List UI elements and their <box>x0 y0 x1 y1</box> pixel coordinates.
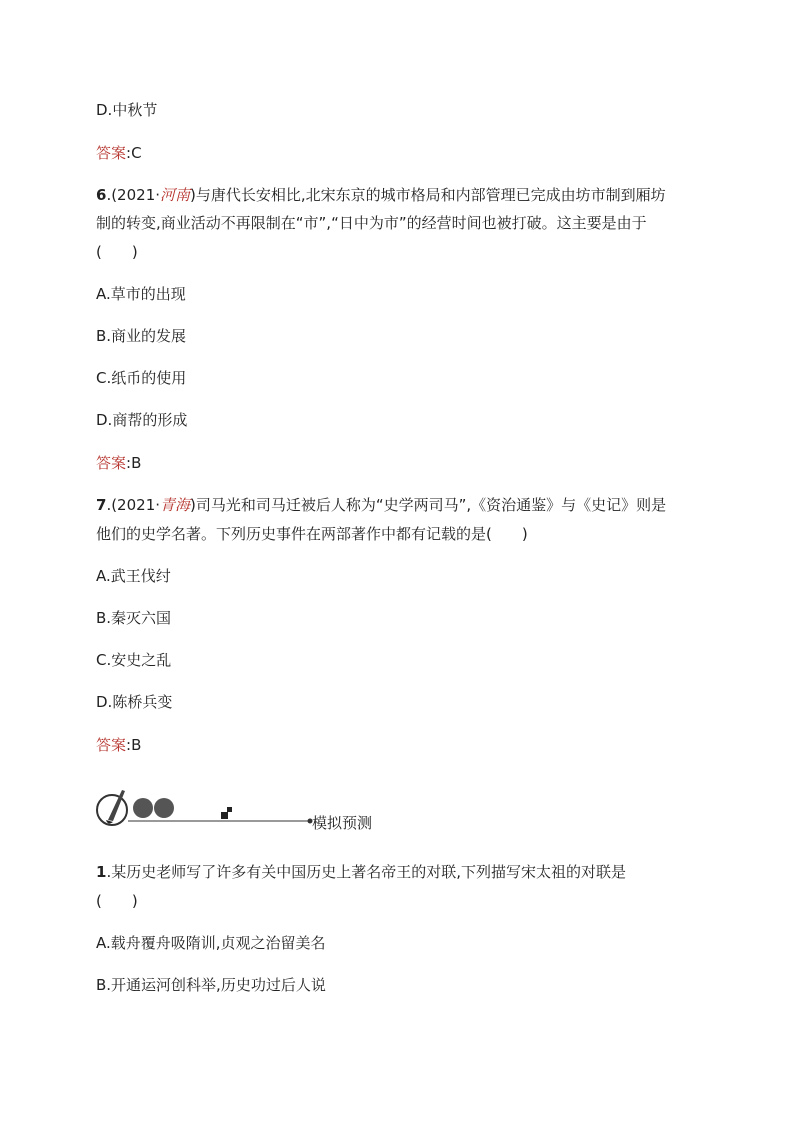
q6-region: 河南 <box>160 186 191 204</box>
q7-stem-line-1: )司马光和司马迁被后人称为“史学两司马”,《资治通鉴》与《史记》则是 <box>190 496 667 514</box>
q6-number: 6 <box>96 186 107 204</box>
q6-option-d: D.商帮的形成 <box>96 411 188 429</box>
answer-label: 答案 <box>96 144 127 162</box>
answer-value: :B <box>126 736 142 754</box>
answer-label: 答案 <box>96 454 127 472</box>
m1-option-b: B.开通运河创科举,历史功过后人说 <box>96 976 326 994</box>
m1-line-1 <box>96 862 626 882</box>
m1-option-a: A.载舟覆舟吸隋训,贞观之治留美名 <box>96 934 326 952</box>
q7-option-b: B.秦灭六国 <box>96 609 172 627</box>
q6-year-prefix: .(2021· <box>106 186 160 204</box>
q7-number: 7 <box>96 496 107 514</box>
q6-line-3: ( ) <box>96 243 138 261</box>
q6-stem-line-1: )与唐代长安相比,北宋东京的城市格局和内部管理已完成由坊市制到厢坊 <box>190 186 666 204</box>
q6-option-b: B.商业的发展 <box>96 327 187 345</box>
q6-option-c: C.纸币的使用 <box>96 369 187 387</box>
section-title: 模拟预测 <box>312 814 373 832</box>
section-header <box>94 786 394 832</box>
q7-year-prefix: .(2021· <box>106 496 160 514</box>
q7-option-a: A.武王伐纣 <box>96 567 171 585</box>
q7-line-2: 他们的史学名著。下列历史事件在两部著作中都有记载的是( ) <box>96 525 528 543</box>
m1-stem-line-1: .某历史老师写了许多有关中国历史上著名帝王的对联,下列描写宋太祖的对联是 <box>106 863 626 881</box>
q6-line-2: 制的转变,商业活动不再限制在“市”,“日中为市”的经营时间也被打破。这主要是由于 <box>96 214 647 232</box>
q7-line-1 <box>96 495 666 515</box>
m1-number: 1 <box>96 863 107 881</box>
answer-7 <box>96 735 141 755</box>
m1-line-2: ( ) <box>96 892 138 910</box>
q7-option-d: D.陈桥兵变 <box>96 693 173 711</box>
answer-6 <box>96 453 141 473</box>
q6-option-a: A.草市的出现 <box>96 285 186 303</box>
answer-value: :C <box>126 144 142 162</box>
answer-label: 答案 <box>96 736 127 754</box>
answer-5 <box>96 143 142 163</box>
q6-line-1 <box>96 185 666 205</box>
q7-option-c: C.安史之乱 <box>96 651 172 669</box>
q5-option-d: D.中秋节 <box>96 101 158 119</box>
q7-region: 青海 <box>160 496 191 514</box>
answer-value: :B <box>126 454 142 472</box>
